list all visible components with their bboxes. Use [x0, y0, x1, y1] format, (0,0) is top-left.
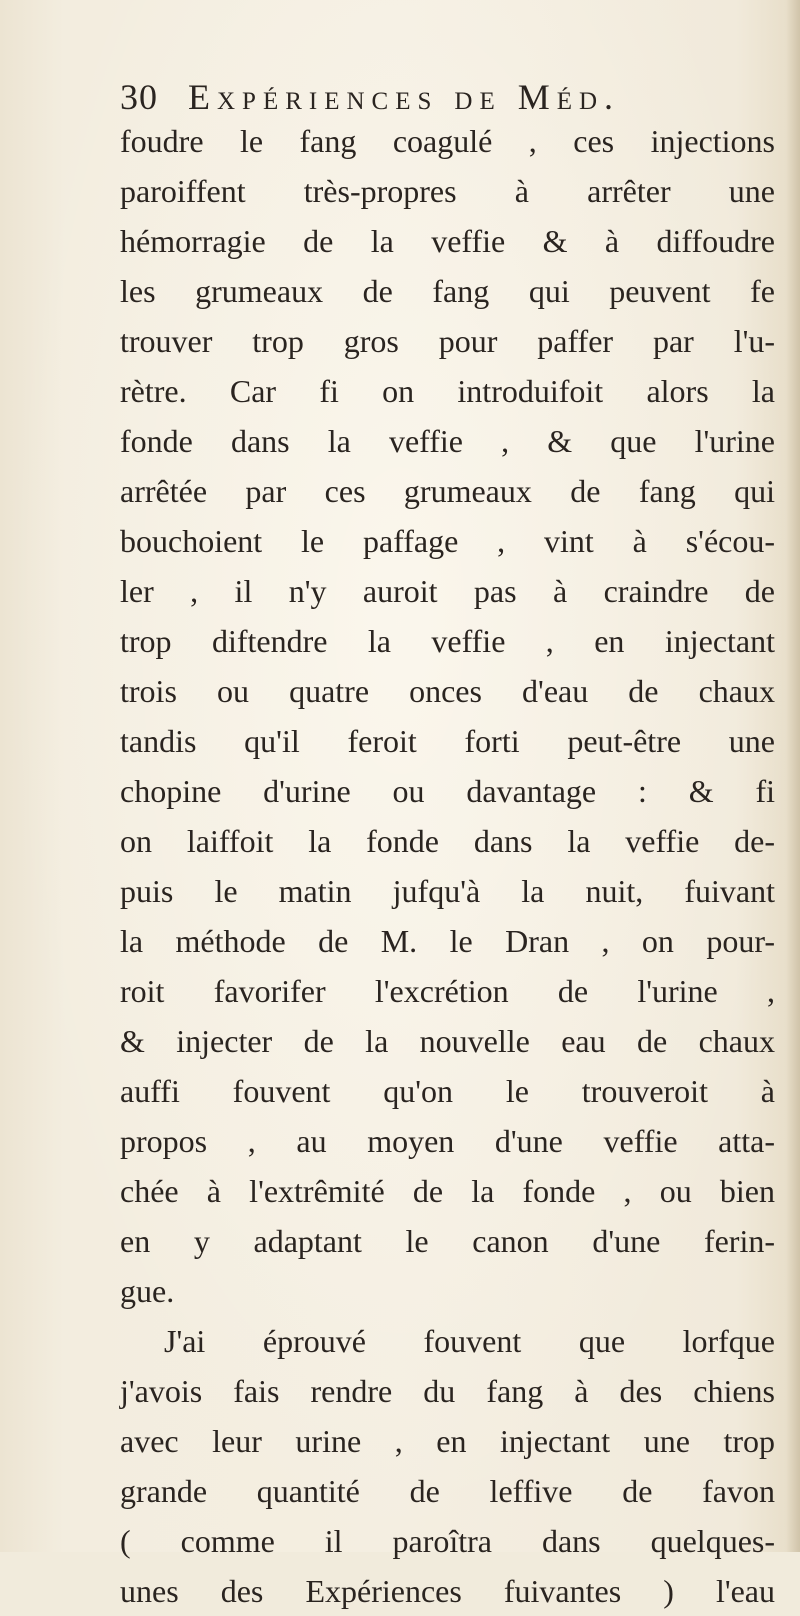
text-line: propos , au moyen d'une veffie atta- — [120, 1123, 775, 1159]
text-line: trois ou quatre onces d'eau de chaux — [120, 673, 775, 709]
text-line: tandis qu'il feroit forti peut-être une — [120, 723, 775, 759]
text-line: J'ai éprouvé fouvent que lorfque — [164, 1323, 775, 1359]
text-line: on laiffoit la fonde dans la veffie de- — [120, 823, 775, 859]
text-line: j'avois fais rendre du fang à des chiens — [120, 1373, 775, 1409]
text-line: chée à l'extrêmité de la fonde , ou bien — [120, 1173, 775, 1209]
text-line: hémorragie de la veffie & à diffoudre — [120, 223, 775, 259]
text-line: en y adaptant le canon d'une ferin- — [120, 1223, 775, 1259]
text-line: les grumeaux de fang qui peuvent fe — [120, 273, 775, 309]
text-line: trouver trop gros pour paffer par l'u- — [120, 323, 775, 359]
text-line: gue. — [120, 1273, 175, 1309]
text-line: paroiffent très-propres à arrêter une — [120, 173, 775, 209]
text-line: roit favorifer l'excrétion de l'urine , — [120, 973, 775, 1009]
page-header — [120, 72, 760, 122]
text-line: foudre le fang coagulé , ces injections — [120, 123, 775, 159]
text-line: chopine d'urine ou davantage : & fi — [120, 773, 775, 809]
body-text — [120, 116, 775, 1616]
text-line: ler , il n'y auroit pas à craindre de — [120, 573, 775, 609]
page-number: 30 — [120, 77, 158, 117]
text-line: la méthode de M. le Dran , on pour- — [120, 923, 775, 959]
text-line: arrêtée par ces grumeaux de fang qui — [120, 473, 775, 509]
page-edge-shadow — [786, 0, 800, 1552]
text-line: trop diftendre la veffie , en injectant — [120, 623, 775, 659]
running-head: Expériences de Méd. — [188, 77, 621, 117]
text-line: puis le matin jufqu'à la nuit, fuivant — [120, 873, 775, 909]
text-line: & injecter de la nouvelle eau de chaux — [120, 1023, 775, 1059]
text-line: bouchoient le paffage , vint à s'écou- — [120, 523, 775, 559]
text-line: avec leur urine , en injectant une trop — [120, 1423, 775, 1459]
text-line: fonde dans la veffie , & que l'urine — [120, 423, 775, 459]
text-line: unes des Expériences fuivantes ) l'eau — [120, 1573, 775, 1609]
text-line: ( comme il paroîtra dans quelques- — [120, 1523, 775, 1559]
text-line: grande quantité de leffive de favon — [120, 1473, 775, 1509]
text-line: rètre. Car fi on introduifoit alors la — [120, 373, 775, 409]
text-line: auffi fouvent qu'on le trouveroit à — [120, 1073, 775, 1109]
